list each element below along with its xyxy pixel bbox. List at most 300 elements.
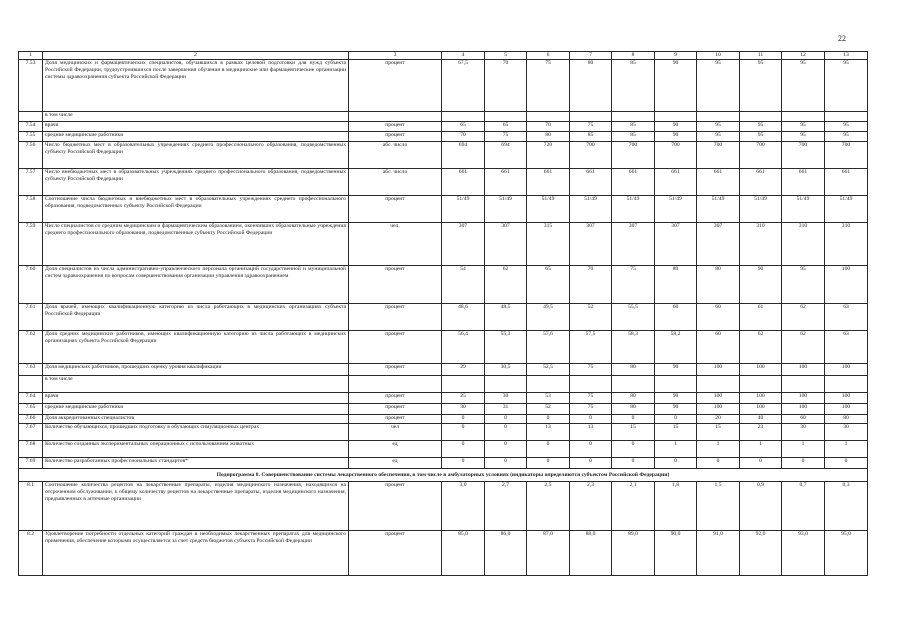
value-cell (485, 112, 527, 122)
value-cell: 75 (485, 132, 527, 142)
row-number (19, 376, 43, 393)
indicator-name: Число внебюджетных мест в образовательных учреждениях среднего профессионального образования, подведомственных субъекту Российской Федерации (43, 169, 349, 196)
table-row (19, 415, 868, 424)
value-cell: 95 (740, 132, 782, 142)
value-cell (527, 376, 570, 393)
value-cell: 48,5 (485, 304, 527, 331)
row-number: 8.2 (19, 531, 43, 576)
value-cell: 2,1 (612, 482, 655, 531)
indicator-name: средние медицинские работники (43, 132, 349, 142)
value-cell: 58,3 (612, 331, 655, 364)
value-cell: 661 (782, 169, 825, 196)
unit (349, 376, 442, 393)
column-number: 8 (612, 52, 655, 60)
value-cell: 0,7 (782, 482, 825, 531)
value-cell: 0 (485, 424, 527, 441)
table-row (19, 60, 868, 112)
value-cell: 661 (485, 169, 527, 196)
value-cell: 89,0 (612, 531, 655, 576)
value-cell: 52,5 (527, 364, 570, 376)
value-cell: 95,0 (825, 531, 868, 576)
value-cell: 15 (655, 424, 697, 441)
value-cell: 80 (612, 364, 655, 376)
value-cell: 90 (655, 404, 697, 415)
value-cell: 58,2 (655, 331, 697, 364)
value-cell: 30 (782, 424, 825, 441)
unit: абс. число (349, 169, 442, 196)
indicator-name: Доля врачей, имеющих квалификационную категорию из числа работающих в медицинских организациях субъекта Российской Федерации (43, 304, 349, 331)
value-cell: 700 (570, 142, 612, 169)
value-cell: 0 (570, 415, 612, 424)
value-cell: 100 (740, 404, 782, 415)
value-cell: 91,0 (697, 531, 740, 576)
value-cell: 661 (570, 169, 612, 196)
indicators-table (18, 51, 868, 576)
value-cell: 95 (825, 60, 868, 112)
unit: процент (349, 331, 442, 364)
value-cell: 75 (527, 60, 570, 112)
value-cell: 661 (442, 169, 485, 196)
value-cell: 62 (782, 304, 825, 331)
row-number: 7.62 (19, 331, 43, 364)
value-cell: 31 (485, 404, 527, 415)
value-cell: 100 (740, 393, 782, 404)
table-row (19, 223, 868, 266)
value-cell: 95 (782, 132, 825, 142)
indicator-name: Количество обучающихся, прошедших подготовку в обучающих симуляционных центрах (43, 424, 349, 441)
value-cell: 1 (782, 441, 825, 458)
table-row (19, 331, 868, 364)
value-cell: 100 (782, 364, 825, 376)
unit: процент (349, 404, 442, 415)
value-cell: 2,7 (485, 482, 527, 531)
row-number: 7.57 (19, 169, 43, 196)
value-cell: 661 (697, 169, 740, 196)
value-cell: 62 (485, 266, 527, 304)
section-row (19, 469, 868, 482)
value-cell: 0,3 (825, 482, 868, 531)
value-cell (697, 112, 740, 122)
value-cell: 70 (485, 60, 527, 112)
value-cell: 13 (527, 424, 570, 441)
value-cell: 25 (442, 393, 485, 404)
value-cell: 20 (697, 415, 740, 424)
value-cell: 90 (655, 132, 697, 142)
value-cell: 85 (612, 60, 655, 112)
value-cell: 29 (442, 364, 485, 376)
value-cell: 80 (570, 60, 612, 112)
row-number: 7.61 (19, 304, 43, 331)
value-cell: 0 (697, 458, 740, 469)
value-cell (697, 376, 740, 393)
column-number: 5 (485, 52, 527, 60)
value-cell: 700 (782, 142, 825, 169)
value-cell (825, 376, 868, 393)
column-number: 9 (655, 52, 697, 60)
value-cell: 75 (570, 364, 612, 376)
value-cell: 85 (612, 132, 655, 142)
row-number: 7.58 (19, 196, 43, 223)
value-cell: 63 (825, 331, 868, 364)
value-cell: 53 (527, 393, 570, 404)
value-cell (612, 112, 655, 122)
indicator-name: Число специалистов со средним медицинским и фармацевтическим образованием, окончивших образовательные учреждения среднего профессионального образования, подведомственные субъекту Российской Федерации (43, 223, 349, 266)
value-cell: 95 (825, 132, 868, 142)
value-cell: 100 (825, 266, 868, 304)
table-row (19, 482, 868, 531)
value-cell: 23 (740, 424, 782, 441)
row-number: 7.59 (19, 223, 43, 266)
unit: процент (349, 266, 442, 304)
header-row (19, 52, 868, 60)
value-cell: 70 (527, 122, 570, 132)
value-cell: 55,3 (485, 331, 527, 364)
value-cell: 700 (825, 142, 868, 169)
value-cell: 92,0 (740, 531, 782, 576)
column-number: 4 (442, 52, 485, 60)
value-cell: 0 (782, 458, 825, 469)
value-cell: 51/49 (612, 196, 655, 223)
row-number: 7.69 (19, 458, 43, 469)
value-cell: 100 (697, 364, 740, 376)
value-cell: 62 (740, 331, 782, 364)
value-cell: 60 (697, 331, 740, 364)
table-row (19, 376, 868, 393)
value-cell: 2,5 (527, 482, 570, 531)
value-cell (612, 376, 655, 393)
indicator-name: Доля средних медицинских работников, имеющих квалификационную категорию из числа работающих в медицинских организациях субъекта Российской Федерации (43, 331, 349, 364)
value-cell: 13 (570, 424, 612, 441)
value-cell (655, 112, 697, 122)
value-cell: 63 (825, 304, 868, 331)
column-number: 11 (740, 52, 782, 60)
value-cell: 661 (740, 169, 782, 196)
value-cell: 700 (740, 142, 782, 169)
value-cell (570, 112, 612, 122)
value-cell: 85,0 (442, 531, 485, 576)
value-cell: 95 (697, 60, 740, 112)
value-cell: 307 (485, 223, 527, 266)
value-cell: 80 (697, 266, 740, 304)
value-cell: 56,4 (442, 331, 485, 364)
value-cell (485, 376, 527, 393)
row-number (19, 112, 43, 122)
value-cell: 70 (442, 132, 485, 142)
value-cell: 95 (782, 122, 825, 132)
value-cell: 57,5 (570, 331, 612, 364)
indicator-name: Удовлетворение потребности отдельных категорий граждан в необходимых лекарственных препаратах для медицинского применения, обеспечение которыми осуществляется за счет средств бюджетов субъекта Российской Федерации (43, 531, 349, 576)
value-cell: 90 (655, 60, 697, 112)
value-cell: 52 (570, 304, 612, 331)
value-cell: 30 (485, 393, 527, 404)
row-number: 7.64 (19, 393, 43, 404)
value-cell (825, 112, 868, 122)
indicator-name: врачи (43, 393, 349, 404)
table-row (19, 364, 868, 376)
unit: ед (349, 458, 442, 469)
value-cell: 80 (825, 415, 868, 424)
value-cell: 75 (570, 393, 612, 404)
value-cell: 52 (527, 404, 570, 415)
value-cell: 51/49 (570, 196, 612, 223)
indicator-name: врачи (43, 122, 349, 132)
value-cell: 70 (570, 266, 612, 304)
value-cell: 661 (612, 169, 655, 196)
value-cell: 1 (740, 441, 782, 458)
value-cell: 700 (655, 142, 697, 169)
value-cell (442, 376, 485, 393)
row-number: 7.66 (19, 415, 43, 424)
value-cell: 700 (697, 142, 740, 169)
value-cell: 0 (570, 458, 612, 469)
table-row (19, 441, 868, 458)
unit: чел (349, 424, 442, 441)
value-cell: 85 (612, 122, 655, 132)
value-cell: 315 (527, 223, 570, 266)
unit: процент (349, 393, 442, 404)
row-number: 7.67 (19, 424, 43, 441)
value-cell: 55,5 (612, 304, 655, 331)
unit: процент (349, 132, 442, 142)
value-cell: 30 (825, 424, 868, 441)
value-cell: 95 (825, 122, 868, 132)
value-cell: 90 (655, 364, 697, 376)
value-cell: 661 (527, 169, 570, 196)
value-cell: 57,6 (527, 331, 570, 364)
value-cell: 1 (697, 441, 740, 458)
page-number: 22 (838, 34, 846, 43)
indicator-name: Соотношение количества рецептов на лекарственные препараты, изделия медицинского назначения, находящихся на отсроченном обслуживании, к общему количеству рецептов на лекарственные препараты, изделия медицинского назначения, предъявленных в аптечные организации (43, 482, 349, 531)
indicator-name: Доля медицинских и фармацевтических специалистов, обучавшихся в рамках целевой подготовки для нужд субъекта Российской Федерации, трудоустроившихся после завершения обучения в медицинские или фармацевтические организации системы здравоохранения субъекта Российской Федерации (43, 60, 349, 112)
value-cell: 310 (740, 223, 782, 266)
value-cell: 0 (527, 441, 570, 458)
section-title: Подпрограмма 8. Совершенствование системы лекарственного обеспечения, в том числе в амбулаторных условиях (индикаторы определяются субъектом Российской Федерации) (19, 469, 868, 482)
value-cell: 95 (782, 266, 825, 304)
value-cell: 65 (442, 122, 485, 132)
value-cell: 87,0 (527, 531, 570, 576)
indicator-name: Количество созданных экспериментальных операционных с использованием животных (43, 441, 349, 458)
unit: процент (349, 482, 442, 531)
value-cell: 1 (655, 441, 697, 458)
value-cell: 51/49 (655, 196, 697, 223)
value-cell: 0 (527, 458, 570, 469)
row-number: 8.1 (19, 482, 43, 531)
unit: процент (349, 531, 442, 576)
value-cell: 80 (612, 393, 655, 404)
value-cell: 100 (740, 364, 782, 376)
value-cell: 95 (782, 60, 825, 112)
value-cell: 0,9 (740, 482, 782, 531)
unit: процент (349, 364, 442, 376)
value-cell: 0 (485, 441, 527, 458)
column-number: 13 (825, 52, 868, 60)
value-cell: 95 (740, 122, 782, 132)
value-cell: 3,0 (442, 482, 485, 531)
unit: ед (349, 441, 442, 458)
value-cell (570, 376, 612, 393)
value-cell: 61 (740, 304, 782, 331)
row-number: 7.65 (19, 404, 43, 415)
value-cell: 80 (527, 132, 570, 142)
value-cell (782, 376, 825, 393)
row-number: 7.60 (19, 266, 43, 304)
row-number: 7.63 (19, 364, 43, 376)
value-cell: 100 (825, 404, 868, 415)
value-cell: 0 (442, 424, 485, 441)
value-cell: 100 (697, 404, 740, 415)
value-cell: 86,0 (485, 531, 527, 576)
value-cell: 0 (612, 441, 655, 458)
value-cell: 95 (697, 122, 740, 132)
value-cell: 0 (442, 441, 485, 458)
column-number: 6 (527, 52, 570, 60)
value-cell: 0 (485, 415, 527, 424)
value-cell: 661 (655, 169, 697, 196)
value-cell: 700 (612, 142, 655, 169)
indicator-name: Число бюджетных мест в образовательных учреждениях среднего профессионального образования, подведомственных субъекту Российской Федерации (43, 142, 349, 169)
value-cell: 65 (527, 266, 570, 304)
value-cell: 100 (697, 393, 740, 404)
table-row (19, 424, 868, 441)
value-cell: 1,8 (655, 482, 697, 531)
value-cell: 0 (442, 415, 485, 424)
column-number: 3 (349, 52, 442, 60)
value-cell: 65 (485, 122, 527, 132)
table-row (19, 393, 868, 404)
value-cell (655, 376, 697, 393)
value-cell: 60 (655, 304, 697, 331)
indicator-name: Количество разработанных профессиональных стандартов* (43, 458, 349, 469)
table-row (19, 404, 868, 415)
value-cell: 0 (655, 415, 697, 424)
value-cell: 307 (442, 223, 485, 266)
table-row (19, 196, 868, 223)
value-cell: 0 (570, 441, 612, 458)
indicator-name: Доля специалистов из числа административно-управленческого персонала организаций государственной и муниципальной систем здравоохранения по вопросам совершенствования организации управления здравоохранением (43, 266, 349, 304)
value-cell: 30 (442, 404, 485, 415)
value-cell: 694 (485, 142, 527, 169)
table-row (19, 132, 868, 142)
row-number: 7.68 (19, 441, 43, 458)
value-cell: 40 (740, 415, 782, 424)
value-cell: 60 (782, 415, 825, 424)
value-cell: 95 (740, 60, 782, 112)
value-cell (740, 376, 782, 393)
value-cell: 15 (612, 424, 655, 441)
value-cell: 0 (612, 458, 655, 469)
row-number: 7.56 (19, 142, 43, 169)
table-row (19, 304, 868, 331)
value-cell: 310 (825, 223, 868, 266)
value-cell: 93,0 (782, 531, 825, 576)
value-cell: 80 (612, 404, 655, 415)
value-cell: 51/49 (442, 196, 485, 223)
value-cell: 54 (442, 266, 485, 304)
value-cell: 60 (697, 304, 740, 331)
row-number: 7.54 (19, 122, 43, 132)
value-cell: 30,5 (485, 364, 527, 376)
value-cell: 694 (442, 142, 485, 169)
table-row (19, 112, 868, 122)
value-cell: 51/49 (782, 196, 825, 223)
value-cell: 661 (825, 169, 868, 196)
unit: процент (349, 415, 442, 424)
column-number: 12 (782, 52, 825, 60)
value-cell: 307 (612, 223, 655, 266)
unit: процент (349, 122, 442, 132)
value-cell: 1,5 (697, 482, 740, 531)
value-cell: 0 (825, 458, 868, 469)
column-number: 10 (697, 52, 740, 60)
value-cell: 88,0 (570, 531, 612, 576)
column-number: 7 (570, 52, 612, 60)
unit (349, 112, 442, 122)
value-cell: 62 (782, 331, 825, 364)
value-cell: 49,5 (527, 304, 570, 331)
value-cell: 51/49 (485, 196, 527, 223)
value-cell: 75 (570, 404, 612, 415)
value-cell (740, 112, 782, 122)
value-cell: 90 (740, 266, 782, 304)
value-cell: 310 (782, 223, 825, 266)
value-cell: 80 (655, 266, 697, 304)
value-cell (527, 112, 570, 122)
value-cell: 100 (782, 404, 825, 415)
value-cell (442, 112, 485, 122)
value-cell: 90 (655, 122, 697, 132)
table-row (19, 142, 868, 169)
table-row (19, 169, 868, 196)
value-cell: 75 (612, 266, 655, 304)
value-cell: 90,0 (655, 531, 697, 576)
unit: абс. число (349, 142, 442, 169)
value-cell: 51/49 (697, 196, 740, 223)
row-number: 7.53 (19, 60, 43, 112)
value-cell: 75 (570, 122, 612, 132)
value-cell: 51/49 (740, 196, 782, 223)
table-row (19, 458, 868, 469)
value-cell: 307 (570, 223, 612, 266)
value-cell: 307 (655, 223, 697, 266)
value-cell: 100 (825, 364, 868, 376)
value-cell: 2,3 (570, 482, 612, 531)
table-row (19, 266, 868, 304)
value-cell: 67,5 (442, 60, 485, 112)
value-cell: 0 (527, 415, 570, 424)
table-row (19, 122, 868, 132)
unit: процент (349, 60, 442, 112)
indicator-name: Доля медицинских работников, прошедших оценку уровня квалификации (43, 364, 349, 376)
column-number: 1 (19, 52, 43, 60)
value-cell: 100 (825, 393, 868, 404)
row-number: 7.55 (19, 132, 43, 142)
value-cell: 48,6 (442, 304, 485, 331)
value-cell: 1 (825, 441, 868, 458)
value-cell: 0 (612, 415, 655, 424)
indicator-name: Доля аккредитованных специалистов (43, 415, 349, 424)
unit: процент (349, 304, 442, 331)
value-cell: 307 (697, 223, 740, 266)
column-number: 2 (43, 52, 349, 60)
table-row (19, 531, 868, 576)
indicator-name: в том числе (43, 112, 349, 122)
unit: процент (349, 196, 442, 223)
value-cell: 720 (527, 142, 570, 169)
value-cell: 51/49 (527, 196, 570, 223)
value-cell: 100 (782, 393, 825, 404)
value-cell: 0 (485, 458, 527, 469)
value-cell (782, 112, 825, 122)
